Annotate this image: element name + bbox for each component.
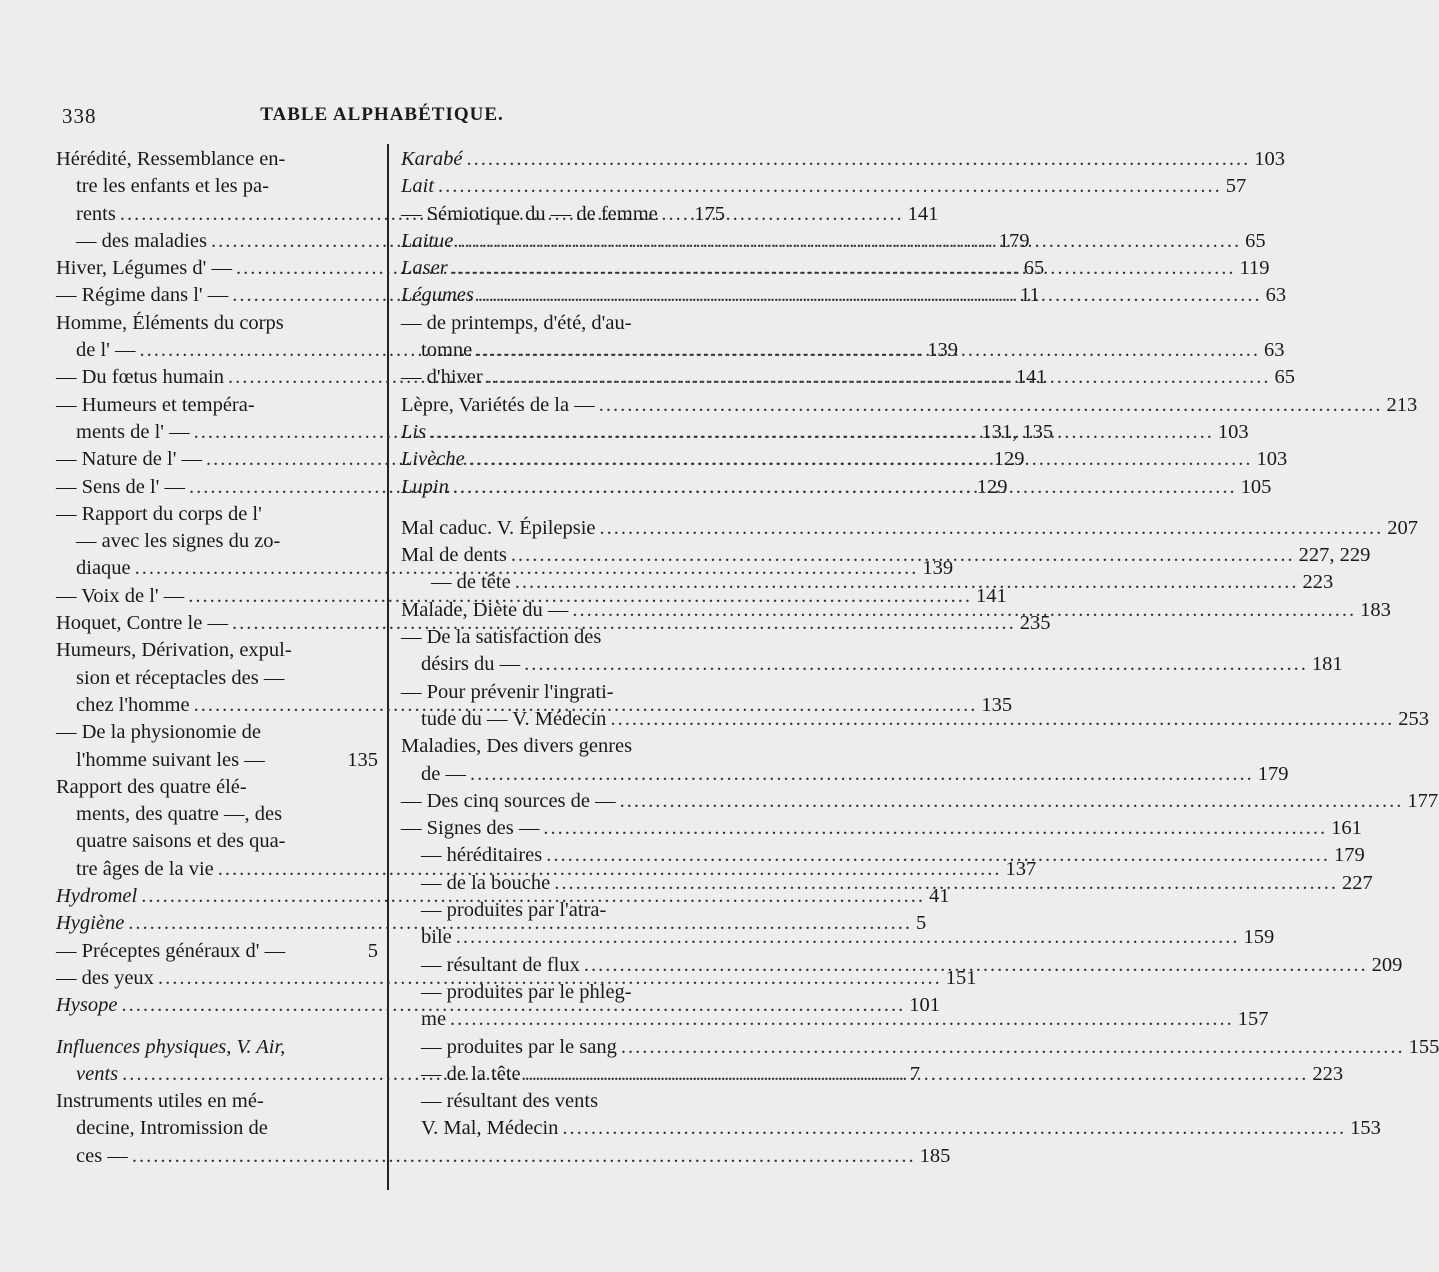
index-line: — Humeurs et tempéra- (56, 393, 255, 416)
index-line: — Sémiotique du — de femme 175 (401, 202, 725, 225)
index-line: Laser ..... 119 (401, 255, 725, 282)
index-line: V. Mal, Médecin ..... 153 (401, 1115, 725, 1142)
index-line: — héréditaires ..... 179 (401, 842, 725, 869)
index-line: tre les enfants et les pa- (76, 175, 269, 198)
index-line: Rapport des quatre élé- (56, 775, 247, 798)
index-line: — produites par le phleg- (421, 980, 632, 1003)
index-line: — Des cinq sources de — ..... 177 (401, 788, 725, 815)
index-line: — de printemps, d'été, d'au- (401, 311, 632, 334)
page-title: TABLE ALPHABÉTIQUE. (260, 104, 504, 125)
index-line: — avec les signes du zo- (76, 530, 281, 553)
index-line: — des yeux ..... 151 (56, 965, 378, 992)
index-line: — Voix de l' — ..... 141 (56, 583, 378, 610)
index-line: — Préceptes généraux d' — 5 (56, 939, 378, 962)
index-line: — Nature de l' — ..... 129 (56, 446, 378, 473)
index-line: — Pour prévenir l'ingrati- (401, 680, 614, 703)
index-line: de l' — ..... 139 (56, 337, 378, 364)
index-line: quatre saisons et des qua- (76, 830, 286, 853)
index-line: Hysope ..... 101 (56, 992, 378, 1019)
index-line: — De la satisfaction des (401, 626, 602, 649)
index-line: — de la bouche ..... 227 (401, 870, 725, 897)
index-line: Karabé ..... 103 (401, 146, 725, 173)
index-line: Légumes ..... 63 (401, 282, 725, 309)
index-line: — de tête ..... 223 (401, 569, 725, 596)
index-line: — Signes des — ..... 161 (401, 815, 725, 842)
index-line: — d'hiver ..... 65 (401, 364, 725, 391)
index-line: tre âges de la vie ..... 137 (56, 856, 378, 883)
index-line: Hydromel ..... 41 (56, 883, 378, 910)
index-line: Mal caduc. V. Épilepsie ..... 207 (401, 515, 725, 542)
index-line: chez l'homme ..... 135 (56, 692, 378, 719)
index-line: — résultant des vents (421, 1090, 599, 1113)
index-line: Hygiène ..... 5 (56, 910, 378, 937)
index-line: de — ..... 179 (401, 761, 725, 788)
index-line: l'homme suivant les — 135 (76, 748, 378, 771)
index-line: Lait ..... 57 (401, 173, 725, 200)
index-line: Mal de dents ..... 227, 229 (401, 542, 725, 569)
index-line: diaque ..... 139 (56, 555, 378, 582)
index-line: — De la physionomie de (56, 721, 261, 744)
index-line: Livèche ..... 103 (401, 446, 725, 473)
page-header (62, 104, 702, 134)
index-line: Lèpre, Variétés de la — ..... 213 (401, 392, 725, 419)
index-line: — produites par l'atra- (421, 899, 607, 922)
index-line: Malade, Diète du — ..... 183 (401, 597, 725, 624)
index-line: — résultant de flux ..... 209 (401, 952, 725, 979)
index-line: Hiver, Légumes d' — ..... 65 (56, 255, 378, 282)
index-line: Lupin ..... 105 (401, 474, 725, 501)
index-line: — produites par le sang ..... 155 (401, 1034, 725, 1061)
index-line: Hérédité, Ressemblance en- (56, 148, 286, 170)
index-line: sion et réceptacles des — (76, 666, 285, 689)
index-line: ments, des quatre —, des (76, 803, 283, 826)
index-line: bile ..... 159 (401, 924, 725, 951)
index-line: Lis ..... 103 (401, 419, 725, 446)
index-line: Maladies, Des divers genres (401, 735, 633, 758)
index-line: Homme, Éléments du corps (56, 311, 284, 334)
index-line: ments de l' — ..... 131, 135 (56, 419, 378, 446)
index-line: Humeurs, Dérivation, expul- (56, 639, 292, 662)
index-line: decine, Intromission de (76, 1117, 268, 1140)
index-line: Hoquet, Contre le — ..... 235 (56, 610, 378, 637)
index-line: désirs du — ..... 181 (401, 651, 725, 678)
index-line: Laitue ..... 65 (401, 228, 725, 255)
index-line: vents ..... 7 (56, 1061, 378, 1088)
index-line: — Régime dans l' — ..... 11 (56, 282, 378, 309)
index-line: — Rapport du corps de l' (56, 502, 262, 525)
index-line: rents ..... 141 (56, 201, 378, 228)
index-line: Influences physiques, V. Air, (56, 1035, 286, 1058)
index-line: — Sens de l' — ..... 129 (56, 474, 378, 501)
index-line: tude du — V. Médecin ..... 253 (401, 706, 725, 733)
index-line: tomne ..... 63 (401, 337, 725, 364)
index-line: ces — ..... 185 (56, 1143, 378, 1170)
index-line: — Du fœtus humain ..... 141 (56, 364, 378, 391)
index-line: Instruments utiles en mé- (56, 1090, 264, 1113)
index-line: me ..... 157 (401, 1006, 725, 1033)
page-number: 338 (62, 104, 97, 128)
index-line: — de la tête ..... 223 (401, 1061, 725, 1088)
index-line: — des maladies ..... 179 (56, 228, 378, 255)
